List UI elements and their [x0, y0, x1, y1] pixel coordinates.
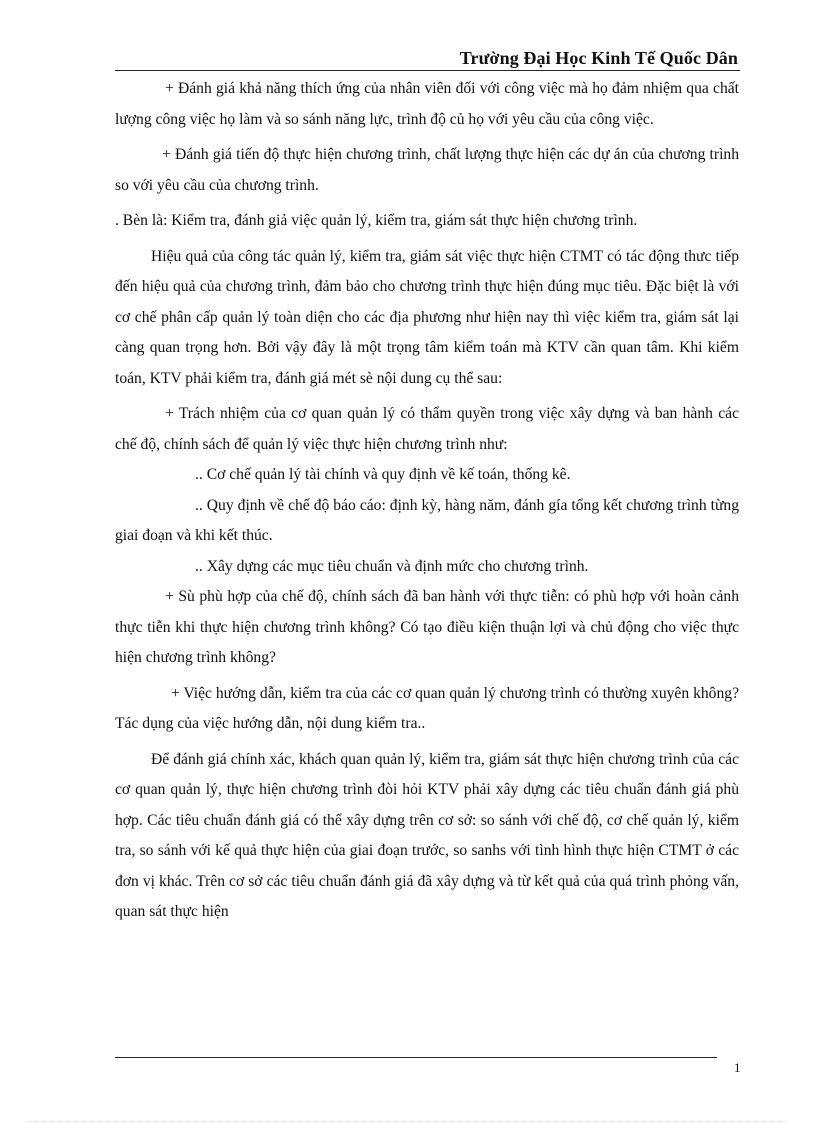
paragraph: Để đánh giá chính xác, khách quan quản lý, kiểm tra, giám sát thực hiện chương trình của các cơ quan quản lý, thực hiện chương trình đòi hỏi KTV phải xây dựng các tiêu chuẩn đánh giá phù hợp. Các tiêu chuẩn đánh giá có thể xây dựng trên cơ sở: so sánh với chế độ, cơ chế quản lý, kiểm tra, so sánh với kế quả thực hiện của giai đoạn trước, so sanhs với tình hình thực hiện CTMT ở các đơn vị khác. Trên cơ sở các tiêu chuẩn đánh giá đã xây dựng và từ kết quả của quá trình phỏng vấn, quan sát thực hiện: [115, 750, 739, 920]
page-number: 1: [734, 1060, 741, 1075]
paragraph: + Sù phù hợp của chế độ, chính sách đã ban hành với thực tiễn: có phù hợp với hoàn cảnh thực tiễn khi thực hiện chương trình không? Có tạo điều kiện thuận lợi và chủ động cho việc thực hiện chương trình không?: [115, 588, 739, 666]
paragraph: .. Xây dựng các mục tiêu chuẩn và định mức cho chương trình.: [195, 557, 589, 575]
paragraph: + Đánh giá khả năng thích ứng của nhân viên đối với công việc mà họ đảm nhiệm qua chất lượng công việc họ làm và so sánh năng lực, trình độ củ họ với yêu cầu của công việc.: [115, 80, 739, 128]
paragraph: + Trách nhiệm của cơ quan quản lý có thẩm quyền trong việc xây dựng và ban hành các chế độ, chính sách để quản lý việc thực hiện chương trình như:: [115, 405, 739, 453]
page-bottom-edge: [28, 1121, 788, 1122]
paragraph: Hiệu quả của công tác quản lý, kiểm tra, giám sát việc thực hiện CTMT có tác động thưc tiếp đến hiệu quả của chương trình, đảm bảo cho chương trình thực hiện đúng mục tiêu. Đặc biệt là với cơ chế phân cấp quản lý toàn diện cho các địa phương như hiện nay thì việc kiểm tra, giám sát lại càng quan trọng hơn. Bởi vậy đây là một trọng tâm kiểm toán mà KTV cần quan tâm. Khi kiểm toán, KTV phải kiểm tra, đánh giá mét sè nội dung cụ thể sau:: [115, 247, 739, 387]
paragraph: .. Quy định về chế độ báo cáo: định kỳ, hàng năm, đánh gía tổng kết chương trình từng giai đoạn và khi kết thúc.: [115, 496, 739, 544]
header-divider: [115, 70, 740, 71]
header-title: Trường Đại Học Kinh Tế Quốc Dân: [459, 48, 738, 68]
paragraph: + Đánh giá tiến độ thực hiện chương trình, chất lượng thực hiện các dự án của chương trình so với yêu cầu của chương trình.: [115, 146, 739, 194]
document-body: [115, 74, 739, 928]
footer-divider: [115, 1057, 717, 1058]
paragraph: + Việc hướng dẫn, kiểm tra của các cơ quan quản lý chương trình có thường xuyên không? Tác dụng của việc hướng dẫn, nội dung kiểm tra..: [115, 684, 739, 732]
paragraph: .. Cơ chế quản lý tài chính và quy định về kế toán, thống kê.: [195, 466, 571, 483]
paragraph: . Bèn là: Kiểm tra, đánh giả việc quản lý, kiểm tra, giám sát thực hiện chương trình.: [115, 212, 638, 229]
